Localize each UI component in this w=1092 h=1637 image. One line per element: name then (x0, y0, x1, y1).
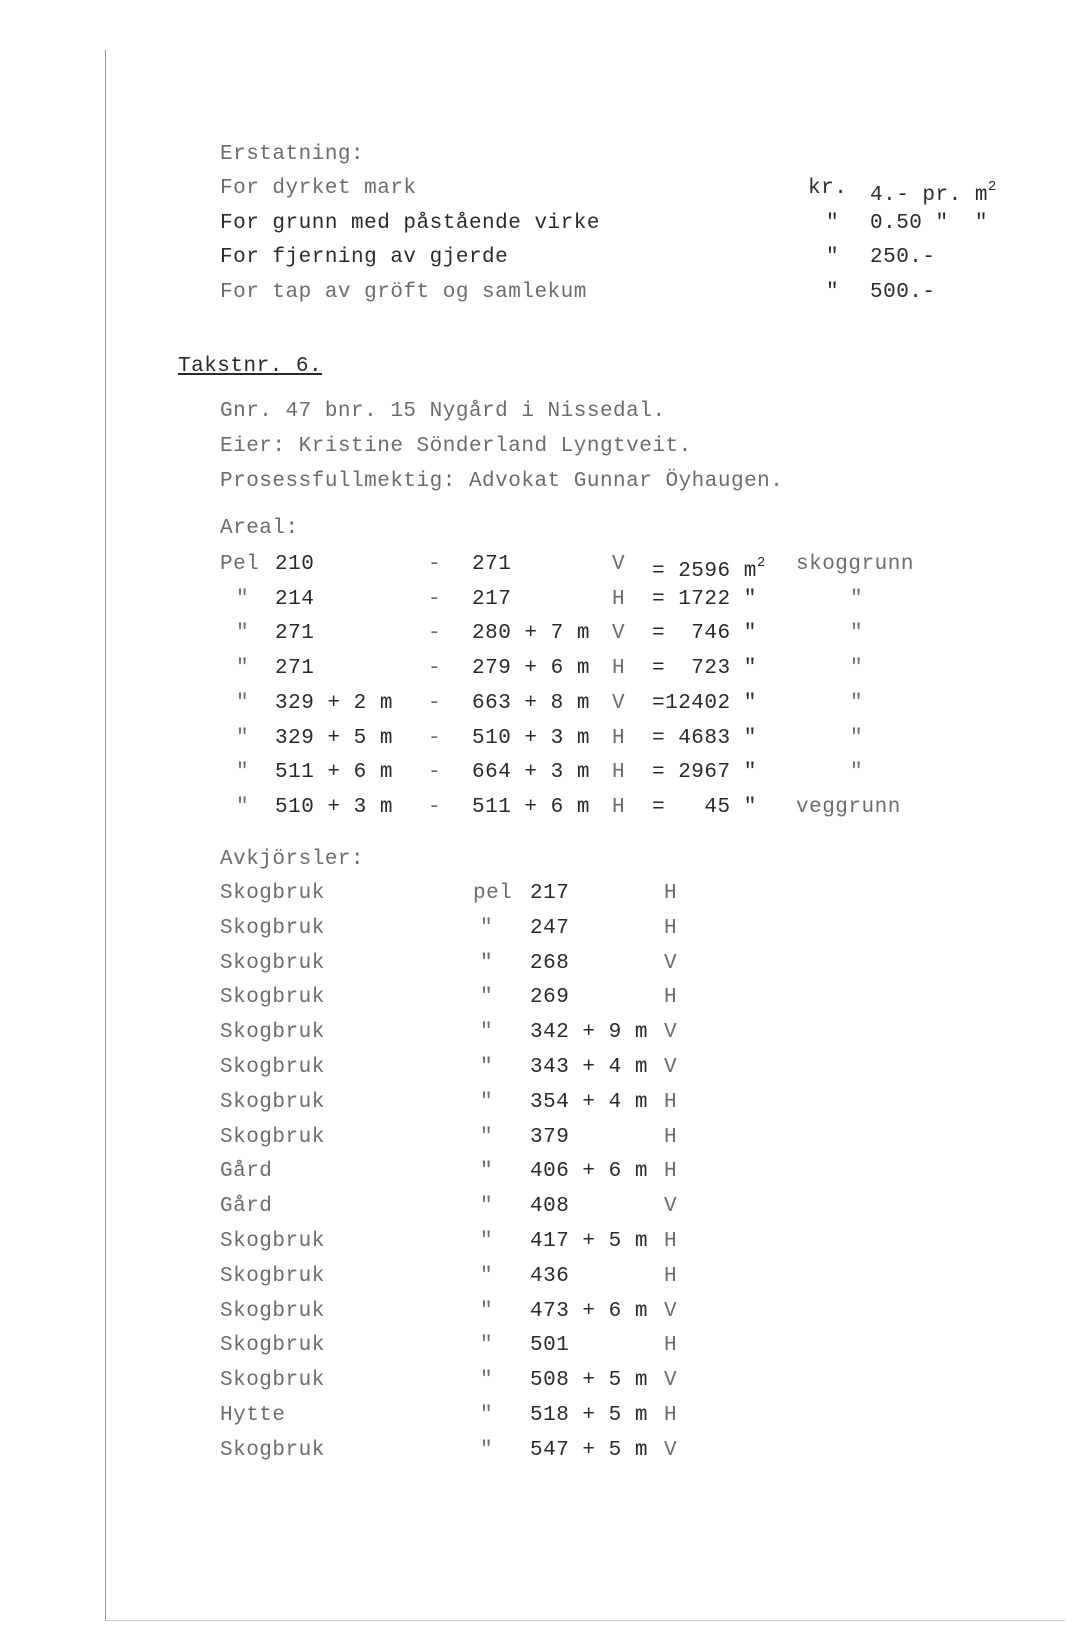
areal-row-area-value: = 1722 " (652, 588, 757, 611)
avkjorsel-row-side: H (664, 917, 678, 940)
areal-row-area-value: = 2596 m (652, 560, 757, 583)
avkjorsel-row-side: V (664, 1369, 678, 1392)
avkjorsel-row-use: Skogbruk (220, 1126, 325, 1149)
avkjorsel-row-use: Skogbruk (220, 882, 325, 905)
areal-row-prefix: " (236, 727, 250, 750)
avkjorsel-row-pel: " (480, 1265, 494, 1288)
avkjorsel-row-pel: " (480, 986, 494, 1009)
areal-row-prefix: " (236, 692, 250, 715)
avkjorsel-row-pel: " (480, 1091, 494, 1114)
avkjorsel-row-pel: " (480, 1334, 494, 1357)
avkjorsel-row-side: H (664, 986, 678, 1009)
areal-row-type: " (850, 657, 864, 680)
areal-row-type: " (850, 761, 864, 784)
avkjorsel-row-position: 343 + 4 m (530, 1056, 648, 1079)
avkjorsler-heading: Avkjörsler: (220, 848, 365, 871)
erstatning-row-currency: " (826, 212, 840, 235)
areal-row-from: 329 + 5 m (275, 727, 393, 750)
avkjorsel-row-pel: " (480, 1230, 494, 1253)
avkjorsel-row-use: Skogbruk (220, 986, 325, 1009)
areal-row-area (652, 692, 757, 716)
areal-row-area-value: = 746 " (652, 622, 757, 645)
areal-row-side: H (612, 727, 626, 750)
areal-row-side: V (612, 622, 626, 645)
avkjorsel-row-pel: " (480, 1404, 494, 1427)
avkjorsel-row-pel: " (480, 1021, 494, 1044)
areal-row-to: 664 + 3 m (472, 761, 590, 784)
areal-heading: Areal: (220, 517, 299, 540)
areal-row-from: 214 (275, 588, 315, 611)
avkjorsel-row-use: Skogbruk (220, 952, 325, 975)
avkjorsel-row-position: 501 (530, 1334, 570, 1357)
avkjorsel-row-pel: " (480, 1369, 494, 1392)
areal-row-prefix: " (236, 761, 250, 784)
areal-row-to: 217 (472, 588, 512, 611)
erstatning-row-amount: 500.- (870, 281, 936, 304)
erstatning-row-label: For fjerning av gjerde (220, 246, 509, 269)
areal-row-to: 271 (472, 553, 512, 576)
areal-row-from: 511 + 6 m (275, 761, 393, 784)
erstatning-row-currency: " (826, 246, 840, 269)
avkjorsel-row-position: 354 + 4 m (530, 1091, 648, 1114)
avkjorsel-row-position: 379 (530, 1126, 570, 1149)
areal-row-to: 510 + 3 m (472, 727, 590, 750)
avkjorsel-row-use: Skogbruk (220, 1091, 325, 1114)
avkjorsel-row-side: V (664, 952, 678, 975)
avkjorsel-row-side: H (664, 1126, 678, 1149)
avkjorsel-row-use: Skogbruk (220, 1021, 325, 1044)
areal-row-from: 510 + 3 m (275, 796, 393, 819)
erstatning-row-amount: 0.50 " " (870, 212, 988, 235)
avkjorsel-row-side: H (664, 1160, 678, 1183)
avkjorsel-row-side: V (664, 1195, 678, 1218)
avkjorsel-row-position: 247 (530, 917, 570, 940)
takst-eier-line: Eier: Kristine Sönderland Lyngtveit. (220, 435, 692, 458)
avkjorsel-row-position: 436 (530, 1265, 570, 1288)
areal-row-to: 279 + 6 m (472, 657, 590, 680)
avkjorsel-row-position: 342 + 9 m (530, 1021, 648, 1044)
areal-row-area-value: = 45 " (652, 796, 757, 819)
areal-row-type: " (850, 622, 864, 645)
areal-row-prefix: " (236, 796, 250, 819)
avkjorsel-row-side: V (664, 1021, 678, 1044)
areal-row-prefix: " (236, 657, 250, 680)
avkjorsel-row-side: H (664, 1265, 678, 1288)
avkjorsel-row-use: Skogbruk (220, 1369, 325, 1392)
areal-row-dash: - (428, 727, 442, 750)
areal-row-side: H (612, 588, 626, 611)
superscript-2: 2 (756, 555, 766, 571)
avkjorsel-row-side: H (664, 1404, 678, 1427)
avkjorsel-row-position: 217 (530, 882, 570, 905)
avkjorsel-row-side: V (664, 1300, 678, 1323)
areal-row-from: 271 (275, 622, 315, 645)
avkjorsel-row-use: Skogbruk (220, 1056, 325, 1079)
areal-row-area (652, 553, 766, 584)
areal-row-prefix: " (236, 622, 250, 645)
avkjorsel-row-use: Skogbruk (220, 1230, 325, 1253)
areal-row-to: 663 + 8 m (472, 692, 590, 715)
avkjorsel-row-use: Skogbruk (220, 1300, 325, 1323)
avkjorsel-row-use: Gård (220, 1160, 273, 1183)
avkjorsel-row-pel: " (480, 1439, 494, 1462)
areal-row-dash: - (428, 622, 442, 645)
avkjorsel-row-use: Skogbruk (220, 1334, 325, 1357)
areal-row-area-value: = 4683 " (652, 727, 757, 750)
areal-row-type: " (850, 727, 864, 750)
takst-heading: Takstnr. 6. (178, 355, 323, 378)
avkjorsel-row-use: Skogbruk (220, 1265, 325, 1288)
takst-gnr-line: Gnr. 47 bnr. 15 Nygård i Nissedal. (220, 400, 666, 423)
avkjorsel-row-pel: " (480, 1126, 494, 1149)
avkjorsel-row-position: 508 + 5 m (530, 1369, 648, 1392)
erstatning-row-amount: 250.- (870, 246, 936, 269)
areal-row-type: " (850, 588, 864, 611)
avkjorsel-row-use: Hytte (220, 1404, 286, 1427)
erstatning-row-currency: " (826, 281, 840, 304)
avkjorsel-row-pel: " (480, 917, 494, 940)
avkjorsel-row-pel: " (480, 1195, 494, 1218)
avkjorsel-row-position: 268 (530, 952, 570, 975)
avkjorsel-row-position: 518 + 5 m (530, 1404, 648, 1427)
avkjorsel-row-use: Skogbruk (220, 917, 325, 940)
areal-row-type: " (850, 692, 864, 715)
areal-row-dash: - (428, 761, 442, 784)
avkjorsel-row-position: 408 (530, 1195, 570, 1218)
erstatning-row-label: For grunn med påstående virke (220, 212, 600, 235)
areal-row-dash: - (428, 553, 442, 576)
avkjorsel-row-use: Gård (220, 1195, 273, 1218)
areal-row-side: V (612, 553, 626, 576)
avkjorsel-row-side: H (664, 1230, 678, 1253)
areal-row-dash: - (428, 657, 442, 680)
areal-row-area-value: = 2967 " (652, 761, 757, 784)
avkjorsel-row-position: 547 + 5 m (530, 1439, 648, 1462)
areal-row-to: 280 + 7 m (472, 622, 590, 645)
takst-prosess-line: Prosessfullmektig: Advokat Gunnar Öyhaugen. (220, 470, 784, 493)
superscript-2: 2 (987, 179, 997, 195)
avkjorsel-row-side: H (664, 1091, 678, 1114)
avkjorsel-row-position: 417 + 5 m (530, 1230, 648, 1253)
avkjorsel-row-side: H (664, 882, 678, 905)
areal-row-area (652, 622, 757, 646)
areal-row-area (652, 588, 757, 612)
areal-row-from: 271 (275, 657, 315, 680)
areal-row-area (652, 796, 757, 820)
areal-row-dash: - (428, 796, 442, 819)
avkjorsel-row-side: H (664, 1334, 678, 1357)
avkjorsel-row-pel: pel (473, 882, 513, 905)
avkjorsel-row-pel: " (480, 952, 494, 975)
avkjorsel-row-pel: " (480, 1160, 494, 1183)
areal-row-area-value: = 723 " (652, 657, 757, 680)
erstatning-row-label: For dyrket mark (220, 177, 417, 200)
erstatning-heading: Erstatning: (220, 143, 365, 166)
areal-row-area (652, 657, 757, 681)
avkjorsel-row-side: V (664, 1056, 678, 1079)
avkjorsel-row-use: Skogbruk (220, 1439, 325, 1462)
erstatning-row-currency: kr. (808, 177, 848, 200)
areal-row-type: veggrunn (796, 796, 901, 819)
page-bottom-border (105, 1620, 1065, 1621)
erstatning-row-amount: 4.- pr. $m^2$ (870, 179, 997, 207)
avkjorsel-row-pel: " (480, 1300, 494, 1323)
areal-row-from: 210 (275, 553, 315, 576)
areal-row-dash: - (428, 692, 442, 715)
avkjorsel-row-position: 269 (530, 986, 570, 1009)
areal-row-prefix: Pel (220, 553, 260, 576)
avkjorsel-row-position: 473 + 6 m (530, 1300, 648, 1323)
areal-row-area (652, 727, 757, 751)
areal-row-from: 329 + 2 m (275, 692, 393, 715)
areal-row-area (652, 761, 757, 785)
areal-row-side: V (612, 692, 626, 715)
avkjorsel-row-position: 406 + 6 m (530, 1160, 648, 1183)
areal-row-to: 511 + 6 m (472, 796, 590, 819)
areal-row-area-value: =12402 " (652, 692, 757, 715)
page-left-border (105, 50, 106, 1620)
avkjorsel-row-pel: " (480, 1056, 494, 1079)
erstatning-row-label: For tap av gröft og samlekum (220, 281, 587, 304)
areal-row-side: H (612, 796, 626, 819)
avkjorsel-row-side: V (664, 1439, 678, 1462)
areal-row-dash: - (428, 588, 442, 611)
areal-row-side: H (612, 761, 626, 784)
areal-row-type: skoggrunn (796, 553, 914, 576)
areal-row-side: H (612, 657, 626, 680)
areal-row-prefix: " (236, 588, 250, 611)
